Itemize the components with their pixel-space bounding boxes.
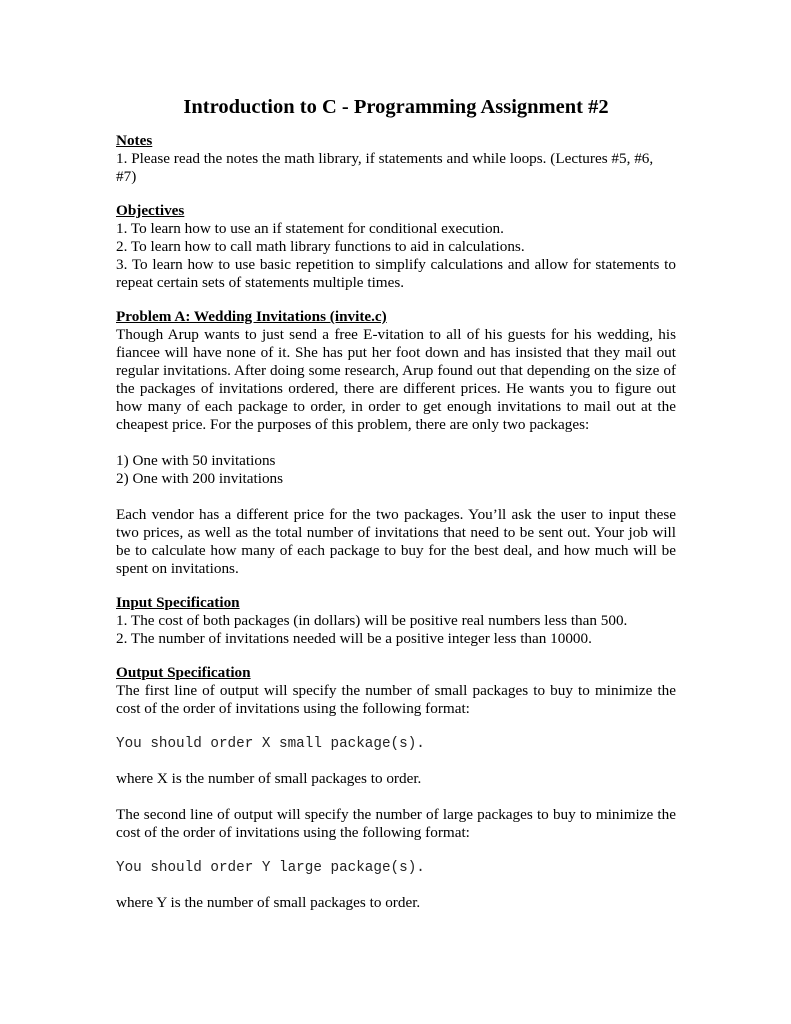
input-spec-section (116, 594, 676, 648)
output-format-code: You should order X small package(s). (116, 736, 425, 752)
input-spec-item: 2. The number of invitations needed will be a positive integer less than 10000. (116, 630, 592, 647)
package-item: 2) One with 200 invitations (116, 470, 284, 487)
output-format-code: You should order Y large package(s). (116, 860, 425, 876)
output-spec-paragraph: The second line of output will specify the number of large packages to buy to minimize the cost of the order of invitations using the following format: (116, 806, 676, 841)
objective-item: 3. To learn how to use basic repetition to simplify calculations and allow for statements to repeat certain sets of statements multiple times. (116, 256, 676, 291)
notes-heading: Notes (116, 132, 153, 149)
objectives-section (116, 202, 676, 292)
objective-item: 1. To learn how to use an if statement for conditional execution. (116, 220, 504, 237)
problem-a-paragraph: Each vendor has a different price for the two packages. You’ll ask the user to input these two prices, as well as the total number of invitations that need to be sent out. Your job will be to calculate how many of each package to buy for the best deal, and how much will be spent on invitations. (116, 506, 676, 577)
document-page (116, 96, 676, 928)
package-item: 1) One with 50 invitations (116, 452, 276, 469)
output-spec-heading: Output Specification (116, 664, 251, 681)
input-spec-item: 1. The cost of both packages (in dollars) will be positive real numbers less than 500. (116, 612, 628, 629)
objective-item: 2. To learn how to call math library functions to aid in calculations. (116, 238, 525, 255)
problem-a-section (116, 308, 676, 578)
page-title: Introduction to C - Programming Assignment #2 (183, 96, 609, 118)
output-spec-section (116, 664, 676, 912)
problem-a-paragraph: Though Arup wants to just send a free E-vitation to all of his guests for his wedding, his fiancee will have none of it. She has put her foot down and has insisted that they mail out regular invitations. After doing some research, Arup found out that depending on the size of the packages of invitations ordered, there are different prices. He wants you to figure out how many of each package to order, in order to get enough invitations to mail out at the cheapest price. For the purposes of this problem, there are only two packages: (116, 326, 676, 433)
notes-section (116, 132, 676, 186)
output-spec-paragraph: where X is the number of small packages to order. (116, 770, 422, 787)
input-spec-heading: Input Specification (116, 594, 240, 611)
notes-item: 1. Please read the notes the math library, if statements and while loops. (Lectures #5, #6, #7) (116, 150, 654, 185)
objectives-heading: Objectives (116, 202, 185, 219)
problem-a-heading: Problem A: Wedding Invitations (invite.c) (116, 308, 387, 325)
output-spec-paragraph: where Y is the number of small packages to order. (116, 894, 421, 911)
output-spec-paragraph: The first line of output will specify the number of small packages to buy to minimize the cost of the order of invitations using the following format: (116, 682, 676, 717)
